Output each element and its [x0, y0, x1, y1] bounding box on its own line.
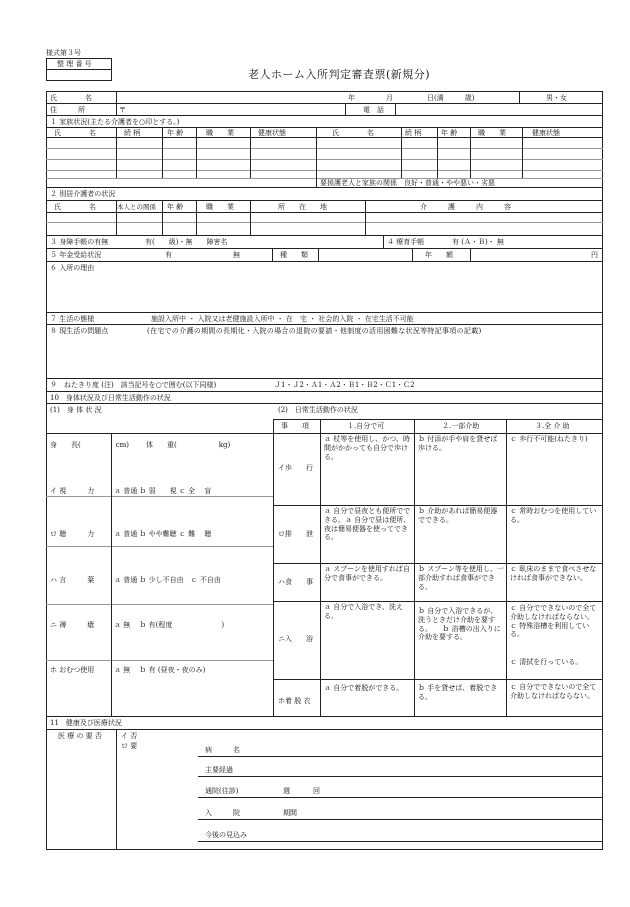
- family-col-relation-2: 続 柄: [405, 129, 422, 137]
- registration-number-label: 整 理 番 号: [57, 60, 92, 68]
- body-adl-title: 10 身体状況及び日常生活動作の状況: [50, 394, 171, 402]
- family-col-name: 氏 名: [54, 129, 96, 137]
- rehab-book-options: 有 (Ａ・Ｂ)・ 無: [452, 238, 504, 246]
- adl-bath-full-2: ｃ 清拭を行っている。: [510, 658, 583, 666]
- pension-yes: 有: [165, 251, 172, 259]
- pension-yen: 円: [591, 251, 598, 259]
- main-course-label: 主要経過: [205, 766, 233, 774]
- living-status-label: ７ 生活の態様: [50, 315, 95, 323]
- diaper-label: ホ おむつ使用: [50, 666, 95, 674]
- form-number: 様式第３号: [46, 49, 81, 57]
- hearing-options: ａ 普通 ｂ やや難聴 ｃ 難 聴: [114, 530, 212, 538]
- adl-meal-self: ａ スプーンを使用すれば自分で食事ができる。: [324, 565, 410, 582]
- adl-dress-full: ｃ 自分でできないので全て介助しなければならない。: [510, 683, 597, 700]
- problems-label: ８ 現生活の問題点: [50, 327, 109, 335]
- registration-number-box: [46, 58, 112, 81]
- adl-dress-partial: ｂ 手を貸せば、着脱できる。: [418, 684, 498, 701]
- caregiver-col-name: 氏 名: [54, 203, 96, 211]
- hearing-label: ロ 聴 力: [50, 530, 95, 538]
- postal-mark: 〒: [119, 106, 126, 114]
- family-section-title: １ 家族状況(主たる介護者を○印とする。): [50, 118, 180, 126]
- adl-toilet-label: ロ排 泄: [278, 530, 313, 538]
- disease-label: 病 名: [205, 746, 240, 754]
- vision-label: イ 視 力: [50, 487, 95, 495]
- tel-label: 電 話: [363, 106, 384, 114]
- admission-reason-label: ６ 入所の理由: [50, 264, 95, 272]
- address-label: 住 所: [50, 106, 85, 114]
- adl-bath-partial: ｂ 自分で入浴できるが、洗うときだけ介助を要する。 ｂ 浴槽の出入りに介助を要する。: [418, 607, 501, 642]
- diaper-options: ａ 無 ｂ 有 (昼夜・夜のみ): [114, 666, 206, 674]
- hospital-label: 入 院: [205, 809, 240, 817]
- bedridden-label: ９ ねたきり度 (注) 該当記号を○で囲む(以下同様): [50, 381, 217, 389]
- medical-need-yes: ロ 要: [121, 742, 138, 750]
- adl-col-self: １.自分で可: [347, 422, 385, 430]
- caregiver-col-relation: 本人との関係: [117, 203, 156, 211]
- medical-need-label: 医 療 の 要 否: [58, 732, 102, 740]
- bedridden-options: Ｊ1・Ｊ2・Ａ1・Ａ2・Ｂ1・Ｂ2・Ｃ1・Ｃ2: [274, 381, 415, 389]
- page-title: 老人ホーム入所判定審査票(新規分): [248, 68, 431, 81]
- adl-dress-label: ホ着 脱 衣: [278, 697, 311, 705]
- adl-bath-full: ｃ 自分でできないので全て介助しなければならない。ｃ 特殊浴槽を利用している。: [510, 604, 597, 639]
- adl-toilet-partial: ｂ 介助があれば簡易便器でできる。: [418, 507, 498, 524]
- medical-need-no: イ 否: [121, 732, 138, 740]
- pension-label: ５ 年金受給状況: [50, 251, 102, 259]
- adl-bath-label: ニ入 浴: [278, 635, 313, 643]
- speech-label: ハ 言 葉: [50, 576, 95, 584]
- adl-walk-label: イ歩 行: [278, 464, 313, 472]
- family-col-age: 年 齢: [167, 129, 184, 137]
- birth-month: 月: [386, 94, 393, 102]
- family-col-health-2: 健康状態: [532, 129, 560, 137]
- sex: 男・女: [546, 94, 567, 102]
- outpatient-label: 通院(往診): [205, 787, 239, 795]
- vision-options: ａ 普通 ｂ 弱 視 ｃ 全 盲: [114, 487, 212, 495]
- caregiver-col-address: 所 在 地: [278, 203, 327, 211]
- adl-walk-full: ｃ 歩行不可能(ねたきり): [510, 435, 588, 443]
- adl-col-item: 事 項: [281, 422, 309, 430]
- birth-day-age: 日(満 歳): [427, 94, 475, 102]
- pension-amount-label: 年 額: [425, 251, 453, 259]
- outpatient-times: 回: [313, 787, 320, 795]
- caregiver-col-job: 職 業: [206, 203, 234, 211]
- caregiver-col-care: 介 護 内 容: [420, 203, 511, 211]
- hospital-period: 期間: [283, 809, 297, 817]
- adl-meal-partial: ｂ スプーン等を使用し、一部介助すれば食事ができる。: [418, 565, 504, 591]
- adl-meal-label: ハ食 事: [278, 578, 313, 586]
- adl-meal-full: ｃ 臥床のままで食べさせなければ食事ができない。: [510, 565, 597, 582]
- problems-note: (在宅での介護の期間の長期化・入院の場合の退院の要請・他制度の活用困難な状況等特記事項の記載): [147, 327, 482, 335]
- family-col-job: 職 業: [206, 129, 234, 137]
- speech-options: ａ 普通 ｂ 少し不自由 ｃ 不自由: [114, 576, 221, 584]
- birth-era: 年: [348, 94, 355, 102]
- adl-walk-self: ａ 杖等を使用し、かつ、時間がかかっても自分で歩ける。: [324, 435, 410, 461]
- outpatient-week: 週: [283, 787, 290, 795]
- family-col-relation: 続 柄: [124, 129, 141, 137]
- name-label: 氏 名: [50, 94, 92, 102]
- rehab-book-label: ４ 療育手帳: [387, 238, 425, 246]
- separate-caregiver-title: ２ 別居介護者の状況: [50, 190, 116, 198]
- caregiver-col-age: 年 齢: [167, 203, 184, 211]
- pension-kind: 種 類: [280, 251, 308, 259]
- weight: 体 重( kg): [146, 441, 231, 449]
- bedsore-options: ａ 無 ｂ 有(程度 ): [114, 621, 225, 629]
- adl-col-partial: ２.一部介助: [442, 422, 480, 430]
- family-relationship: 要援護老人と家族の関係 良好・普通・やや悪い・劣悪: [320, 179, 495, 187]
- disability-book-options: 有( 級)・無 障害名: [145, 238, 228, 246]
- adl-col-full: ３.全 介 助: [535, 422, 570, 430]
- outlook-label: 今後の見込み: [205, 831, 247, 839]
- adl-bath-self: ａ 自分で入浴でき、洗える。: [324, 603, 403, 620]
- adl-walk-partial: ｂ 付添が手や肩を貸せば歩ける。: [418, 435, 498, 452]
- bedsore-label: ニ 褥 瘡: [50, 621, 95, 629]
- body-status-subtitle: (1) 身 体 状 況: [50, 406, 102, 414]
- family-col-name-2: 氏 名: [332, 129, 374, 137]
- height: 身 長( cm): [50, 441, 130, 449]
- adl-subtitle: (2) 日常生活動作の状況: [278, 406, 358, 414]
- living-status-options: 施設入所中 ・ 入院又は老健施設入所中 ・ 在 宅 ・ 社会的入院 ・ 在宅生活不可能: [151, 315, 414, 323]
- family-col-job-2: 職 業: [478, 129, 506, 137]
- adl-toilet-self: ａ 自分で昼夜とも便所でできる。ａ 自分で昼は便所、夜は簡易便器を使ってできる。: [324, 507, 411, 542]
- family-col-health: 健康状態: [258, 129, 286, 137]
- family-col-age-2: 年 齢: [441, 129, 458, 137]
- pension-no: 無: [233, 251, 240, 259]
- health-title: 11 健康及び医療状況: [50, 719, 122, 727]
- adl-toilet-full: ｃ 常時おむつを使用している。: [510, 507, 597, 524]
- adl-dress-self: ａ 自分で着脱ができる。: [324, 684, 404, 692]
- disability-book-label: ３ 身障手帳の有無: [50, 238, 109, 246]
